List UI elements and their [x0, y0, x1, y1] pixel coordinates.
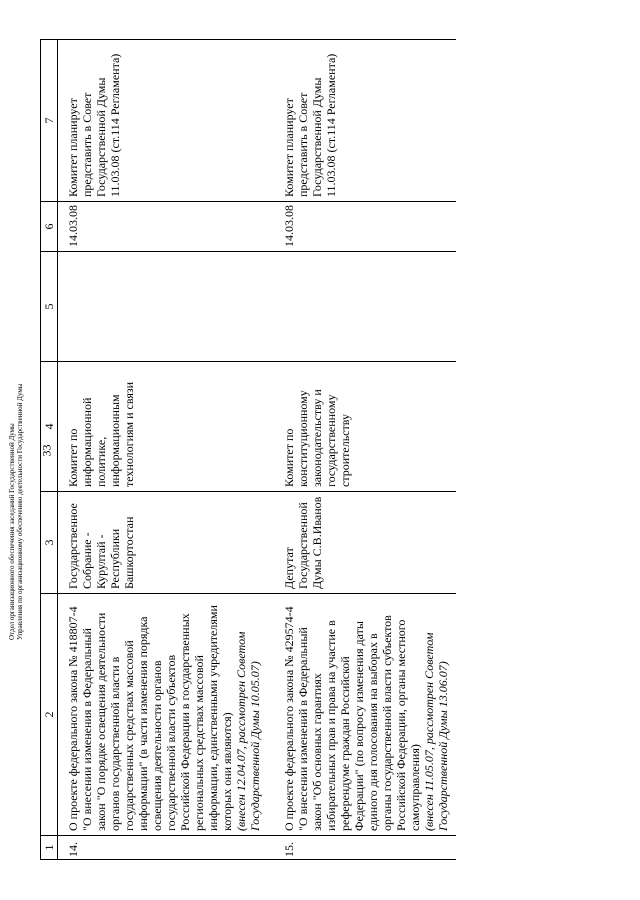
bill-text: "О внесении изменения в Федеральный закон "О порядке освещения деятельности органов государственной власти в государственных средствах массовой информации" (в части изменения порядка освещения деятельности органов государственной власти субъектов Российской Федерации в государственных региональных средствах массовой информации, единственными учредителями которых они являются) — [80, 605, 234, 831]
bills-table — [40, 39, 456, 860]
footer-line: Отдел организационного обеспечения заседаний Государственной Думы — [8, 423, 16, 640]
bill-text: "О внесении изменений в Федеральный закон "Об основных гарантиях избирательных прав и права на участие в референдуме граждан Российской Федерации" (по вопросу изменения даты единого дня голосования на выборах в органы государственной власти субъектов Российской Федерации, органы местного самоуправления) — [296, 615, 422, 831]
bill-title: О проекте федерального закона № 429574-4 — [282, 606, 296, 831]
column-header: 7 — [41, 40, 58, 202]
bill-note: (внесен 12.04.07, рассмотрен Советом Государственной Думы 10.05.07) — [234, 631, 262, 831]
page-number: 33 — [39, 444, 54, 457]
row-number: 15. — [272, 836, 456, 860]
note-cell: Комитет планирует представить в Совет Государственной Думы 11.03.08 (ст.114 Регламента) — [272, 40, 456, 202]
committee-cell: Комитет по информационной политике, информационным технологиям и связи — [58, 362, 273, 492]
footer-line: Управления по организационному обеспечению деятельности Государственной Думы — [16, 383, 24, 640]
column-header: 2 — [41, 594, 58, 836]
row-number: 14. — [58, 836, 273, 860]
note-cell: Комитет планирует представить в Совет Государственной Думы 11.03.08 (ст.114 Регламента) — [58, 40, 273, 202]
bill-description-cell — [58, 594, 273, 836]
column-header: 3 — [41, 492, 58, 594]
bill-description-cell — [272, 594, 456, 836]
table-row — [272, 40, 456, 860]
initiator-cell: Государственное Собрание - Курултай - Республики Башкортостан — [58, 492, 273, 594]
column-header: 1 — [41, 836, 58, 860]
bill-title: О проекте федерального закона № 418807-4 — [66, 606, 80, 831]
column-header: 5 — [41, 252, 58, 362]
empty-cell — [58, 252, 273, 362]
committee-cell: Комитет по конституционному законодательству и государственному строительству — [272, 362, 456, 492]
empty-cell — [272, 252, 456, 362]
date-cell: 14.03.08 — [58, 202, 273, 252]
column-header: 4 — [41, 362, 58, 492]
initiator-cell: Депутат Государственной Думы С.В.Иванов — [272, 492, 456, 594]
date-cell: 14.03.08 — [272, 202, 456, 252]
column-header: 6 — [41, 202, 58, 252]
rotated-content — [40, 40, 600, 860]
page-footer — [8, 340, 24, 640]
bill-note: (внесен 11.05.07, рассмотрен Советом Государственной Думы 13.06.07) — [422, 632, 450, 831]
table-row — [58, 40, 273, 860]
